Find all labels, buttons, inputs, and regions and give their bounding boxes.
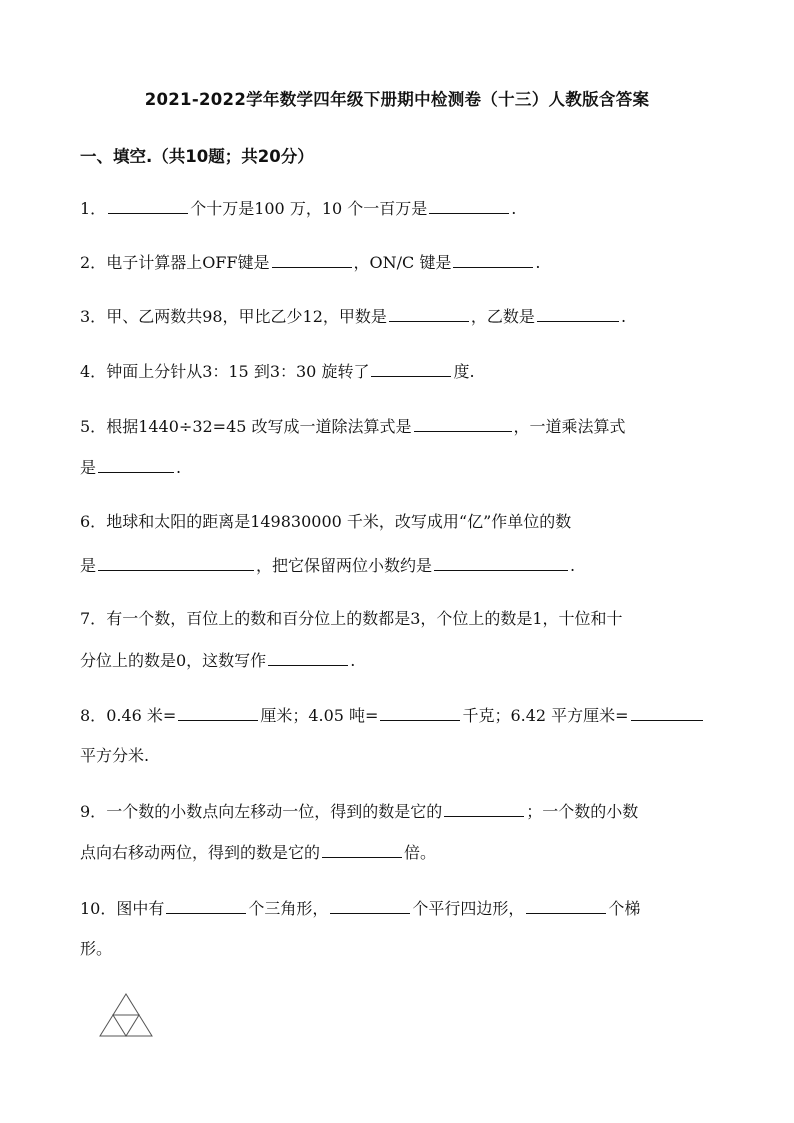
page-title: 2021-2022学年数学四年级下册期中检测卷（十三）人教版含答案 — [144, 90, 650, 109]
answer-blank[interactable] — [537, 306, 619, 322]
answer-blank[interactable] — [444, 801, 524, 817]
answer-blank[interactable] — [108, 198, 188, 214]
answer-blank[interactable] — [98, 555, 254, 571]
answer-blank[interactable] — [389, 306, 469, 322]
question-6: 6．地球和太阳的距离是149830000 千米，改写成用“亿”作单位的数 — [80, 512, 572, 531]
question-9: 9．一个数的小数点向左移动一位，得到的数是它的 ；一个数的小数 — [80, 802, 639, 821]
question-5: 5．根据1440÷32=45 改写成一道除法算式是 ，一道乘法算式 — [80, 417, 626, 436]
answer-blank[interactable] — [268, 650, 348, 666]
section-heading: 一、填空.（共10题；共20分） — [80, 147, 314, 166]
question-6-cont: 是 ，把它保留两位小数约是 . — [80, 556, 576, 575]
inner-triangle — [113, 1015, 139, 1036]
question-3: 3．甲、乙两数共98，甲比乙少12，甲数是 ，乙数是 . — [80, 307, 627, 326]
answer-blank[interactable] — [631, 705, 703, 721]
answer-blank[interactable] — [453, 252, 533, 268]
answer-blank[interactable] — [371, 361, 451, 377]
answer-blank[interactable] — [429, 198, 509, 214]
triangle-figure — [98, 992, 154, 1038]
answer-blank[interactable] — [526, 898, 606, 914]
question-4: 4．钟面上分针从3：15 到3：30 旋转了 度. — [80, 362, 475, 381]
question-7-cont: 分位上的数是0，这数写作 . — [80, 651, 356, 670]
question-8: 8．0.46 米= 厘米；4.05 吨= 千克；6.42 平方厘米= — [80, 705, 705, 726]
question-10-cont: 形。 — [80, 939, 113, 958]
answer-blank[interactable] — [178, 705, 258, 721]
question-10: 10．图中有 个三角形， 个平行四边形， 个梯 — [80, 899, 641, 918]
question-9-cont: 点向右移动两位，得到的数是它的 倍。 — [80, 843, 437, 862]
answer-blank[interactable] — [272, 252, 352, 268]
answer-blank[interactable] — [380, 705, 460, 721]
question-2: 2．电子计算器上OFF键是 ，ON/C 键是 . — [80, 253, 541, 272]
answer-blank[interactable] — [98, 457, 174, 473]
answer-blank[interactable] — [166, 898, 246, 914]
answer-blank[interactable] — [322, 842, 402, 858]
answer-blank[interactable] — [434, 555, 568, 571]
question-8-cont: 平方分米. — [80, 746, 150, 765]
question-1: 1． 个十万是100 万，10 个一百万是 . — [80, 199, 517, 218]
answer-blank[interactable] — [414, 416, 512, 432]
question-7: 7．有一个数，百位上的数和百分位上的数都是3，个位上的数是1，十位和十 — [80, 609, 623, 628]
answer-blank[interactable] — [330, 898, 410, 914]
question-5-cont: 是 . — [80, 458, 182, 477]
